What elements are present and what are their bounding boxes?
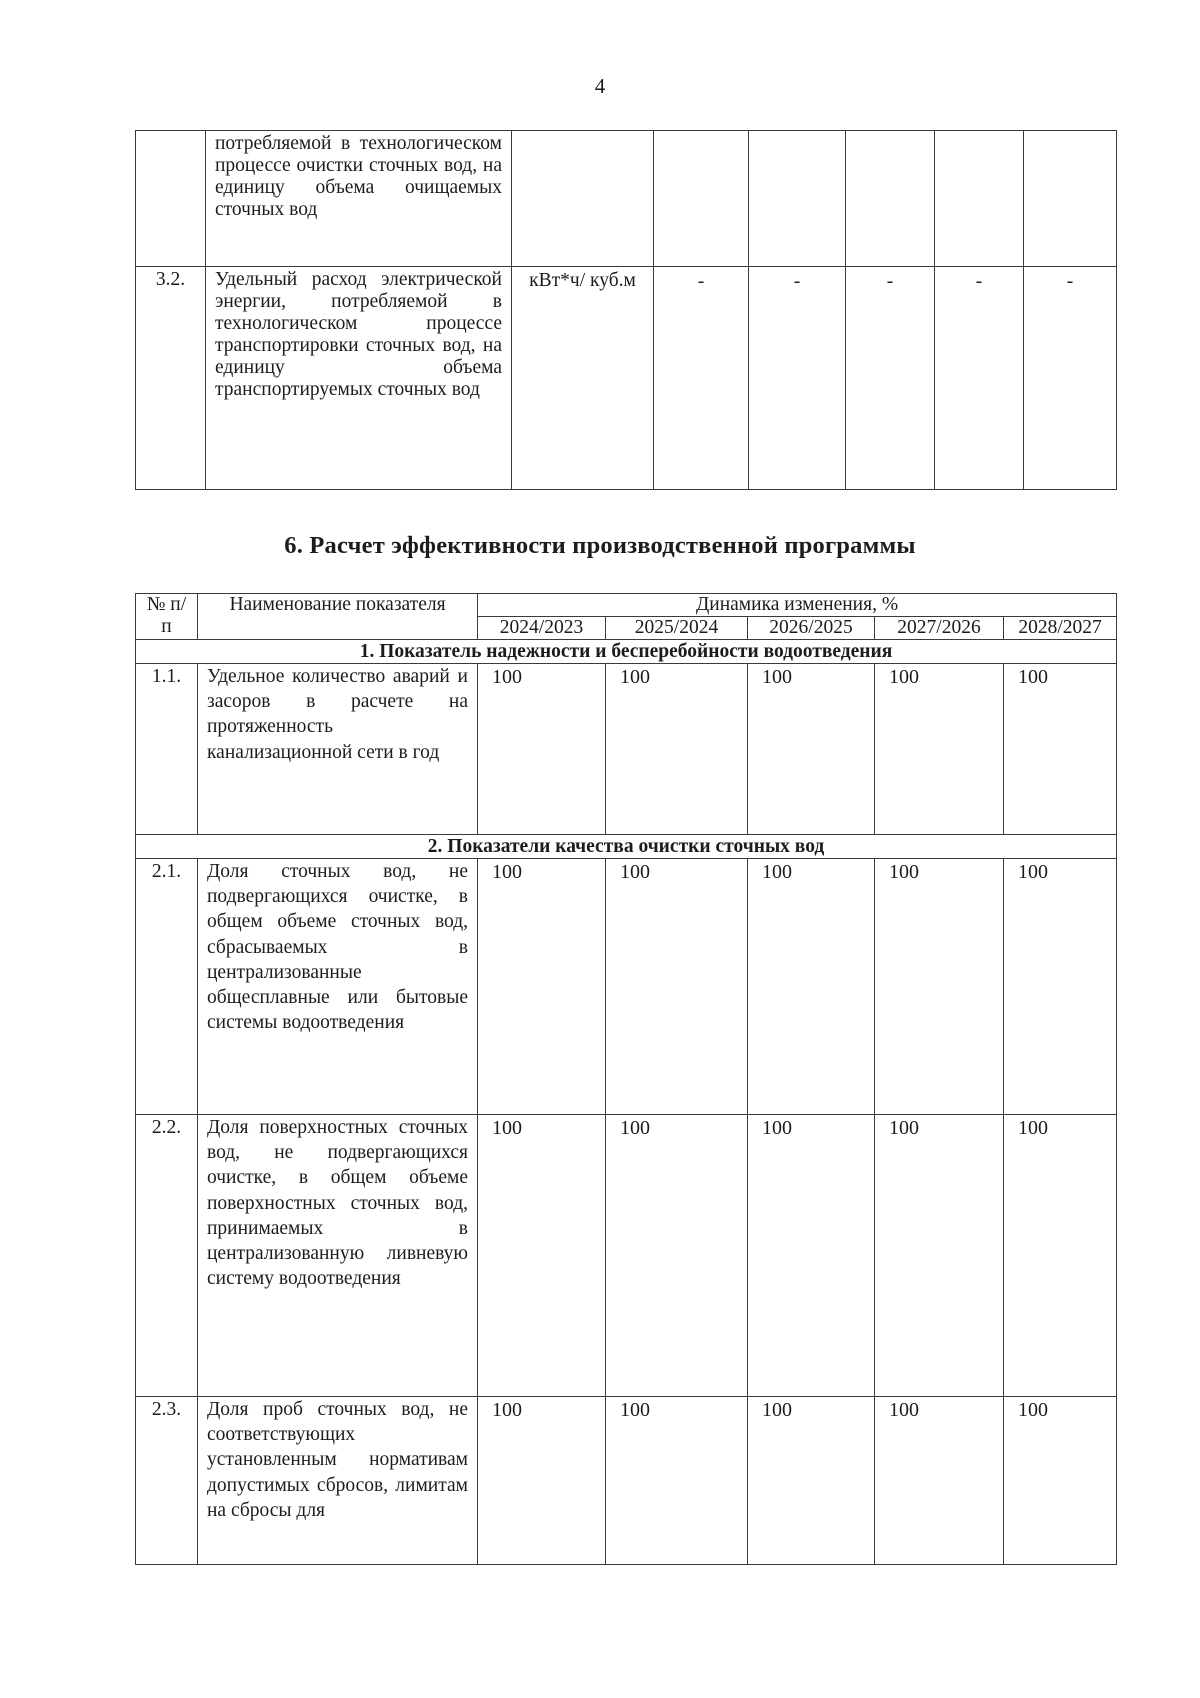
value-cell: 100 [478,1115,606,1397]
continued-table [135,130,1117,490]
value-cell: 100 [606,859,748,1115]
page-number: 4 [594,74,606,98]
header-period: 2025/2024 [606,617,748,640]
value-cell: 100 [606,1115,748,1397]
table-row [136,664,1117,835]
value-cell: 100 [748,664,875,835]
row-number: 2.2. [136,1115,198,1397]
unit-cell [512,131,654,267]
value-cell: 100 [875,664,1004,835]
value-cell: 100 [1004,664,1117,835]
group-row [136,835,1117,859]
header-number: № п/п [136,594,198,640]
row-number [136,131,206,267]
header-period: 2027/2026 [875,617,1004,640]
efficiency-table [135,593,1117,1565]
value-cell: 100 [606,664,748,835]
value-cell: - [846,267,935,490]
value-cell [846,131,935,267]
table-row [136,131,1117,267]
table-row [136,267,1117,490]
group-title: 2. Показатели качества очистки сточных вод [136,835,1117,859]
value-cell: 100 [478,1397,606,1565]
value-cell: 100 [606,1397,748,1565]
value-cell: - [749,267,846,490]
header-period: 2026/2025 [748,617,875,640]
value-cell: 100 [1004,1397,1117,1565]
group-row [136,640,1117,664]
header-indicator-name: Наименование показателя [198,594,478,640]
row-number: 3.2. [136,267,206,490]
row-number: 1.1. [136,664,198,835]
value-cell [935,131,1024,267]
group-title: 1. Показатель надежности и бесперебойности водоотведения [136,640,1117,664]
table-row [136,859,1117,1115]
section-title: 6. Расчет эффективности производственной программы [284,532,916,559]
indicator-name: Доля поверхностных сточных вод, не подвергающихся очистке, в общем объеме поверхностных сточных вод, принимаемых в централизованную ливневую систему водоотведения [198,1115,478,1397]
row-number: 2.1. [136,859,198,1115]
header-period: 2024/2023 [478,617,606,640]
value-cell: 100 [875,1397,1004,1565]
row-number: 2.3. [136,1397,198,1565]
value-cell [749,131,846,267]
indicator-name: Доля сточных вод, не подвергающихся очистке, в общем объеме сточных вод, сбрасываемых в централизованные общесплавные или бытовые системы водоотведения [198,859,478,1115]
value-cell: 100 [748,859,875,1115]
value-cell: - [654,267,749,490]
table-row [136,1115,1117,1397]
value-cell: 100 [1004,1115,1117,1397]
indicator-name: Удельное количество аварий и засоров в расчете на протяженность канализационной сети в год [198,664,478,835]
unit-cell: кВт*ч/ куб.м [512,267,654,490]
value-cell: 100 [478,859,606,1115]
indicator-name: потребляемой в технологическом процессе очистки сточных вод, на единицу объема очищаемых сточных вод [206,131,512,267]
value-cell: 100 [875,1115,1004,1397]
value-cell: 100 [1004,859,1117,1115]
value-cell: 100 [748,1115,875,1397]
value-cell [1024,131,1117,267]
value-cell: 100 [478,664,606,835]
indicator-name: Доля проб сточных вод, не соответствующих установленным нормативам допустимых сбросов, лимитам на сбросы для [198,1397,478,1565]
value-cell: 100 [748,1397,875,1565]
value-cell: 100 [875,859,1004,1115]
header-dynamics: Динамика изменения, % [478,594,1117,617]
value-cell: - [1024,267,1117,490]
indicator-name: Удельный расход электрической энергии, потребляемой в технологическом процессе транспортировки сточных вод, на единицу объема транспортируемых сточных вод [206,267,512,490]
table-header-row [136,594,1117,617]
table-row [136,1397,1117,1565]
header-period: 2028/2027 [1004,617,1117,640]
value-cell: - [935,267,1024,490]
value-cell [654,131,749,267]
